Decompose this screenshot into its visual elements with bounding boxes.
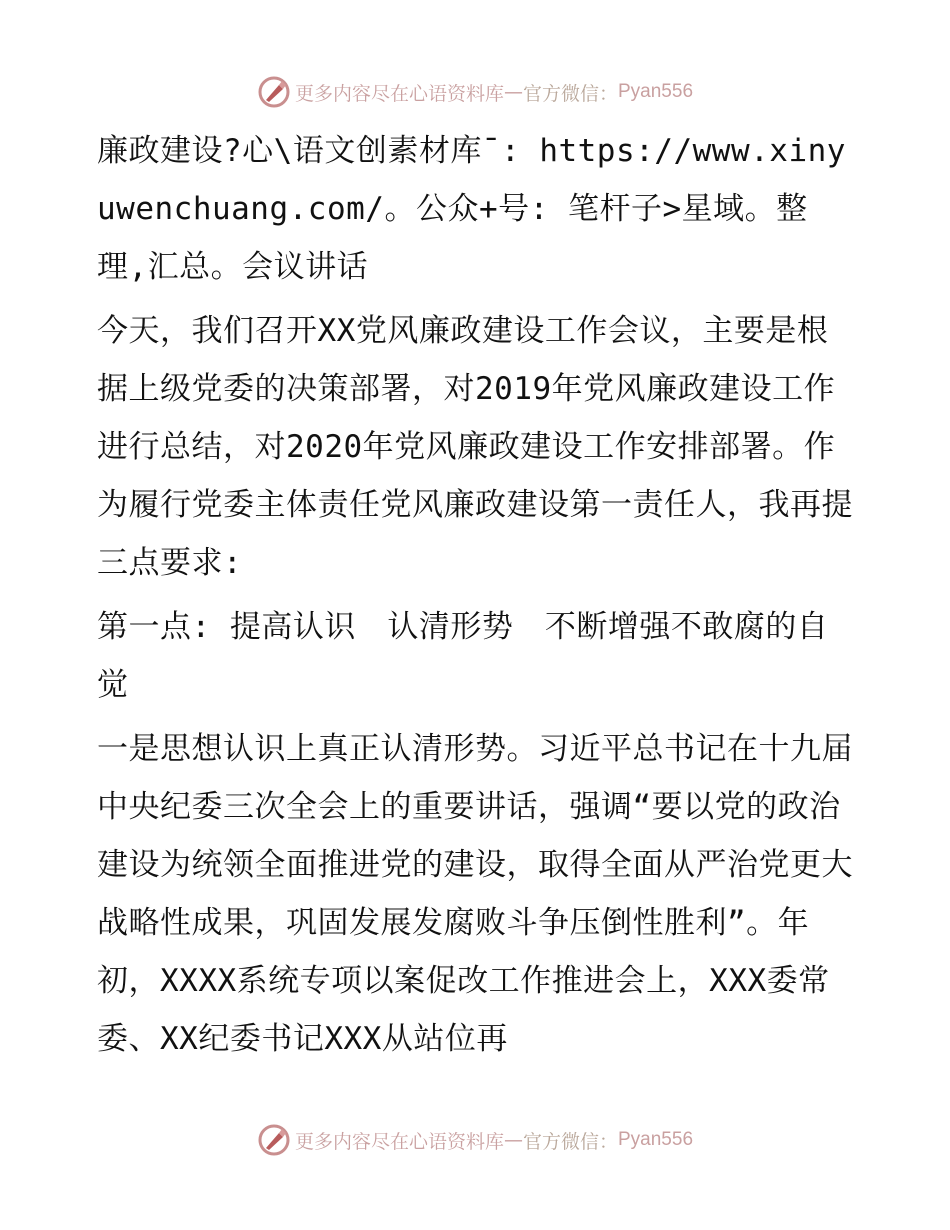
pen-nib-circle-icon <box>257 1123 291 1157</box>
watermark-id: Pyan556 <box>618 1129 694 1150</box>
paragraph-opening: 今天，我们召开XX党风廉政建设工作会议，主要是根据上级党委的决策部署，对2019年党风廉政建设工作进行总结，对2020年党风廉政建设工作安排部署。作为履行党委主体责任党风廉政建设第一责任人，我再提三点要求: <box>97 313 853 581</box>
footer-watermark <box>0 1120 950 1160</box>
watermark-main-text: 更多内容尽在心语资料库 <box>294 1130 504 1153</box>
paragraph-point-one-heading: 第一点: 提高认识 认清形势 不断增强不敢腐的自觉 <box>97 609 829 703</box>
document-body <box>97 122 857 1074</box>
header-watermark <box>0 72 950 112</box>
watermark-dash: — <box>503 1129 523 1151</box>
watermark-main-text: 更多内容尽在心语资料库 <box>294 82 504 105</box>
watermark-id: Pyan556 <box>618 81 694 102</box>
watermark-label: 官方微信： <box>522 82 618 105</box>
pen-nib-circle-icon <box>257 75 291 109</box>
watermark-dash: — <box>503 81 523 103</box>
paragraph-point-one-body: 一是思想认识上真正认清形势。习近平总书记在十九届中央纪委三次全会上的重要讲话，强调“要以党的政治建设为统领全面推进党的建设，取得全面从严治党更大战略性成果，巩固发展发腐败斗争压倒性胜利”。年初，XXXX系统专项以案促改工作推进会上，XXX委常委、XX纪委书记XXX从站位再 <box>97 731 853 1057</box>
paragraph-intro: 廉政建设?心\语文创素材库¯: https://www.xinyuwenchuang.com/。公众+号: 笔杆子>星域。整理,汇总。会议讲话 <box>97 133 846 285</box>
watermark-label: 官方微信： <box>522 1130 618 1153</box>
